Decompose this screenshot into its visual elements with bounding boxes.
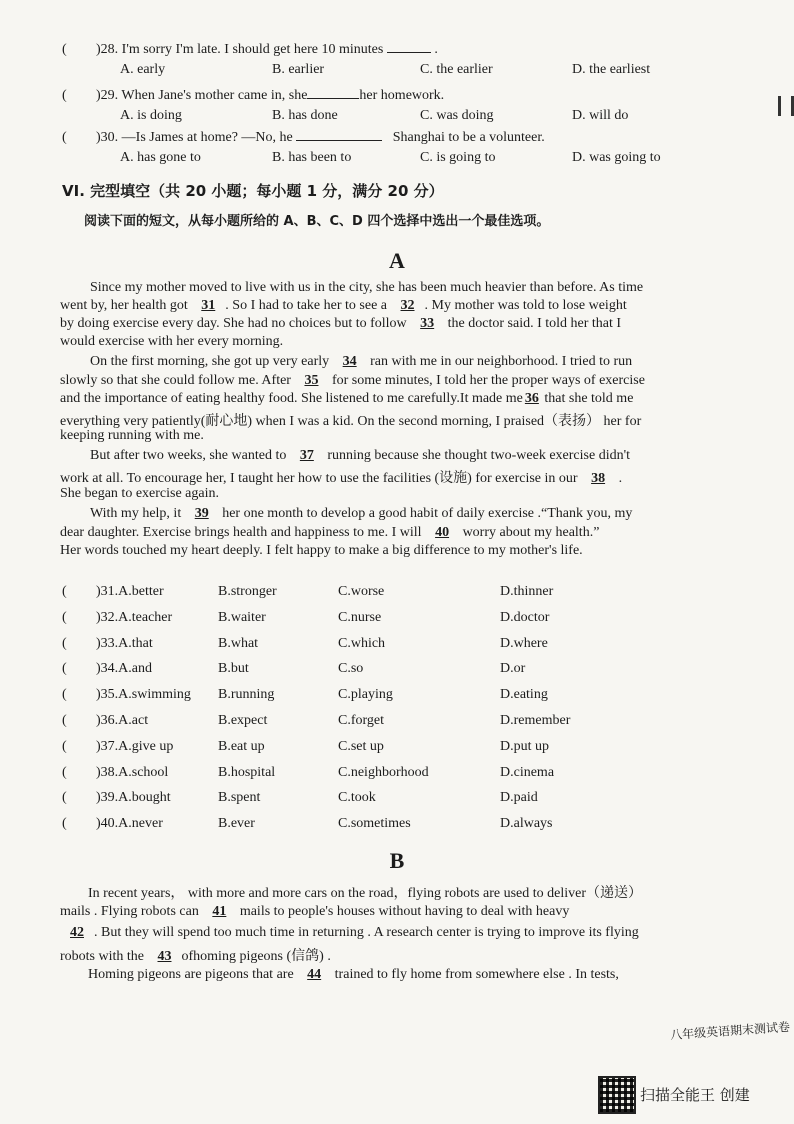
passage-line: Homing pigeons are pigeons that are 44 trained to fly home from somewhere else . In tests, [88, 967, 619, 982]
blank-39[interactable]: 39 [194, 506, 209, 521]
passage-line: dear daughter. Exercise brings health and happiness to me. I will 40 worry about my health.” [60, 525, 600, 540]
option-d: D. will do [572, 108, 629, 123]
option-d: D.or [500, 661, 526, 677]
option-c: C.set up [338, 738, 384, 754]
option-a: A. is doing [120, 108, 182, 123]
answer-paren[interactable]: ( [62, 584, 67, 599]
option-d: D. was going to [572, 150, 661, 165]
passage-line: robots with the 43 ofhoming pigeons (信鸽) . [60, 949, 331, 964]
answer-paren[interactable]: ( [62, 609, 67, 625]
option-c: C. was doing [420, 108, 494, 123]
blank-40[interactable]: 40 [435, 525, 450, 540]
option-b: B. earlier [272, 62, 325, 77]
option-b: B.waiter [218, 609, 266, 625]
footer-stamp: 八年级英语期末测试卷 [669, 1019, 791, 1043]
blank-32[interactable]: 32 [400, 298, 415, 313]
answer-paren[interactable]: ( [62, 130, 67, 145]
stem-end: Shanghai to be a volunteer. [392, 130, 545, 145]
passage-line: Since my mother moved to live with us in the city, she has been much heavier than before. As time [90, 280, 644, 295]
option-b: B.eat up [218, 738, 265, 754]
option-a: )34.A.and [96, 661, 152, 677]
passage-line: slowly so that she could follow me. After 35 for some minutes, I told her the proper ways of exercise [60, 373, 645, 388]
option-b: B.spent [218, 790, 261, 806]
option-row [62, 713, 622, 735]
answer-paren[interactable]: ( [62, 738, 67, 754]
passage-line: everything very patiently(耐心地) when I was a kid. On the second morning, I praised（表扬） her for [60, 414, 642, 429]
option-c: C. the earlier [420, 62, 493, 77]
passage-line: mails . Flying robots can 41 mails to people's houses without having to deal with heavy [60, 904, 570, 919]
answer-paren[interactable]: ( [62, 687, 67, 703]
passage-line: work at all. To encourage her, I taught her how to use the facilities (设施) for exercise in our 38 . [60, 471, 623, 486]
blank-42[interactable]: 42 [70, 925, 84, 940]
passage-line: 42 . But they will spend too much time in returning . A research center is trying to improve its flying [60, 925, 639, 941]
option-c: C.which [338, 635, 386, 651]
option-d: D.thinner [500, 584, 554, 599]
passage-a-heading: A [389, 248, 405, 273]
option-d: D.cinema [500, 764, 555, 780]
passage-line: With my help, it 39 her one month to develop a good habit of daily exercise .“Thank you, my [90, 506, 633, 521]
blank-35[interactable]: 35 [304, 373, 319, 388]
option-b: B.running [218, 687, 275, 703]
option-row [62, 765, 622, 787]
passage-line: Her words touched my heart deeply. I felt happy to make a big difference to my mother's life. [60, 543, 583, 558]
option-c: C. is going to [420, 150, 496, 165]
option-row [62, 739, 622, 761]
passage-line: by doing exercise every day. She had no choices but to follow 33 the doctor said. I told her that I [60, 316, 622, 331]
passage-line: keeping running with me. [60, 428, 204, 443]
question-stem: )28. I'm sorry I'm late. I should get here 10 minutes [96, 42, 384, 57]
blank-36[interactable]: 36 [524, 391, 539, 406]
option-b: B. has done [272, 108, 338, 123]
passage-line: would exercise with her every morning. [60, 334, 284, 349]
section-title: VI. 完型填空（共 20 小题；每小题 1 分，满分 20 分） [62, 182, 444, 200]
passage-line: But after two weeks, she wanted to 37 running because she thought two-week exercise didn't [90, 448, 630, 463]
answer-paren[interactable]: ( [62, 764, 67, 780]
option-c: C.so [338, 661, 364, 677]
option-row [62, 687, 622, 709]
stem-end: . [434, 42, 438, 57]
option-d: D.put up [500, 738, 549, 754]
blank-41[interactable]: 41 [212, 904, 227, 919]
option-c: C.worse [338, 584, 385, 599]
stem-end: her homework. [359, 88, 445, 103]
option-row [62, 661, 622, 683]
option-row [62, 636, 622, 658]
answer-blank [307, 86, 359, 99]
option-c: C.took [338, 790, 376, 806]
option-row [62, 816, 622, 838]
answer-blank [296, 128, 382, 141]
passage-line: and the importance of eating healthy food. She listened to me carefully.It made me 36 that she told me [60, 391, 634, 406]
option-d: D.always [500, 816, 553, 832]
question-stem: )29. When Jane's mother came in, she [96, 88, 308, 103]
section-instruction: 阅读下面的短文，从每小题所给的 A、B、C、D 四个选择中选出一个最佳选项。 [84, 214, 550, 229]
answer-paren[interactable]: ( [62, 661, 67, 677]
blank-37[interactable]: 37 [299, 448, 314, 463]
option-b: B.what [218, 635, 259, 651]
option-a: )33.A.that [96, 635, 153, 651]
qr-code-icon [598, 1076, 636, 1114]
scanner-watermark: 扫描全能王 创建 [640, 1086, 750, 1104]
answer-paren[interactable]: ( [62, 790, 67, 806]
option-d: D.doctor [500, 609, 550, 625]
option-b: B.expect [218, 713, 268, 728]
option-d: D.eating [500, 687, 548, 703]
option-c: C.neighborhood [338, 764, 429, 780]
option-c: C.sometimes [338, 816, 411, 832]
option-a: )40.A.never [96, 816, 163, 832]
answer-paren[interactable]: ( [62, 816, 67, 832]
blank-33[interactable]: 33 [420, 316, 435, 331]
blank-31[interactable]: 31 [201, 298, 216, 313]
passage-line: In recent years， with more and more cars on the road，flying robots are used to deliver（递送） [88, 886, 642, 901]
blank-43[interactable]: 43 [157, 949, 172, 964]
option-row [62, 584, 622, 606]
option-a: )38.A.school [96, 764, 169, 780]
answer-paren[interactable]: ( [62, 635, 67, 651]
answer-blank [387, 40, 431, 53]
option-a: )32.A.teacher [96, 609, 173, 625]
option-b: B. has been to [272, 150, 352, 165]
option-b: B.ever [218, 816, 255, 832]
option-b: B.hospital [218, 764, 276, 780]
option-d: D.remember [500, 713, 571, 728]
answer-paren[interactable]: ( [62, 42, 67, 57]
blank-38[interactable]: 38 [591, 471, 606, 486]
option-d: D. the earliest [572, 62, 651, 77]
blank-44[interactable]: 44 [307, 967, 322, 982]
option-c: C.playing [338, 687, 393, 703]
option-a: A. early [120, 62, 166, 77]
option-a: A. has gone to [120, 150, 201, 165]
option-a: )37.A.give up [96, 738, 174, 754]
option-row [62, 610, 622, 632]
question-stem: )30. —Is James at home? —No, he [96, 130, 293, 145]
binding-mark [778, 96, 794, 116]
option-a: )31.A.better [96, 584, 164, 599]
option-c: C.forget [338, 713, 385, 728]
option-row [62, 790, 622, 812]
option-a: )39.A.bought [96, 790, 171, 806]
blank-34[interactable]: 34 [342, 354, 357, 369]
option-a: )36.A.act [96, 713, 149, 728]
option-d: D.where [500, 635, 548, 651]
option-d: D.paid [500, 790, 538, 806]
passage-b-heading: B [389, 848, 405, 873]
passage-line: On the first morning, she got up very early 34 ran with me in our neighborhood. I tried to run [90, 354, 633, 369]
answer-paren[interactable]: ( [62, 88, 67, 103]
option-b: B.stronger [218, 584, 277, 599]
passage-line: She began to exercise again. [60, 486, 219, 501]
answer-paren[interactable]: ( [62, 713, 67, 728]
option-b: B.but [218, 661, 249, 677]
option-a: )35.A.swimming [96, 687, 191, 703]
passage-line: went by, her health got 31 . So I had to take her to see a 32 . My mother was told to lose weight [60, 298, 627, 313]
option-c: C.nurse [338, 609, 382, 625]
